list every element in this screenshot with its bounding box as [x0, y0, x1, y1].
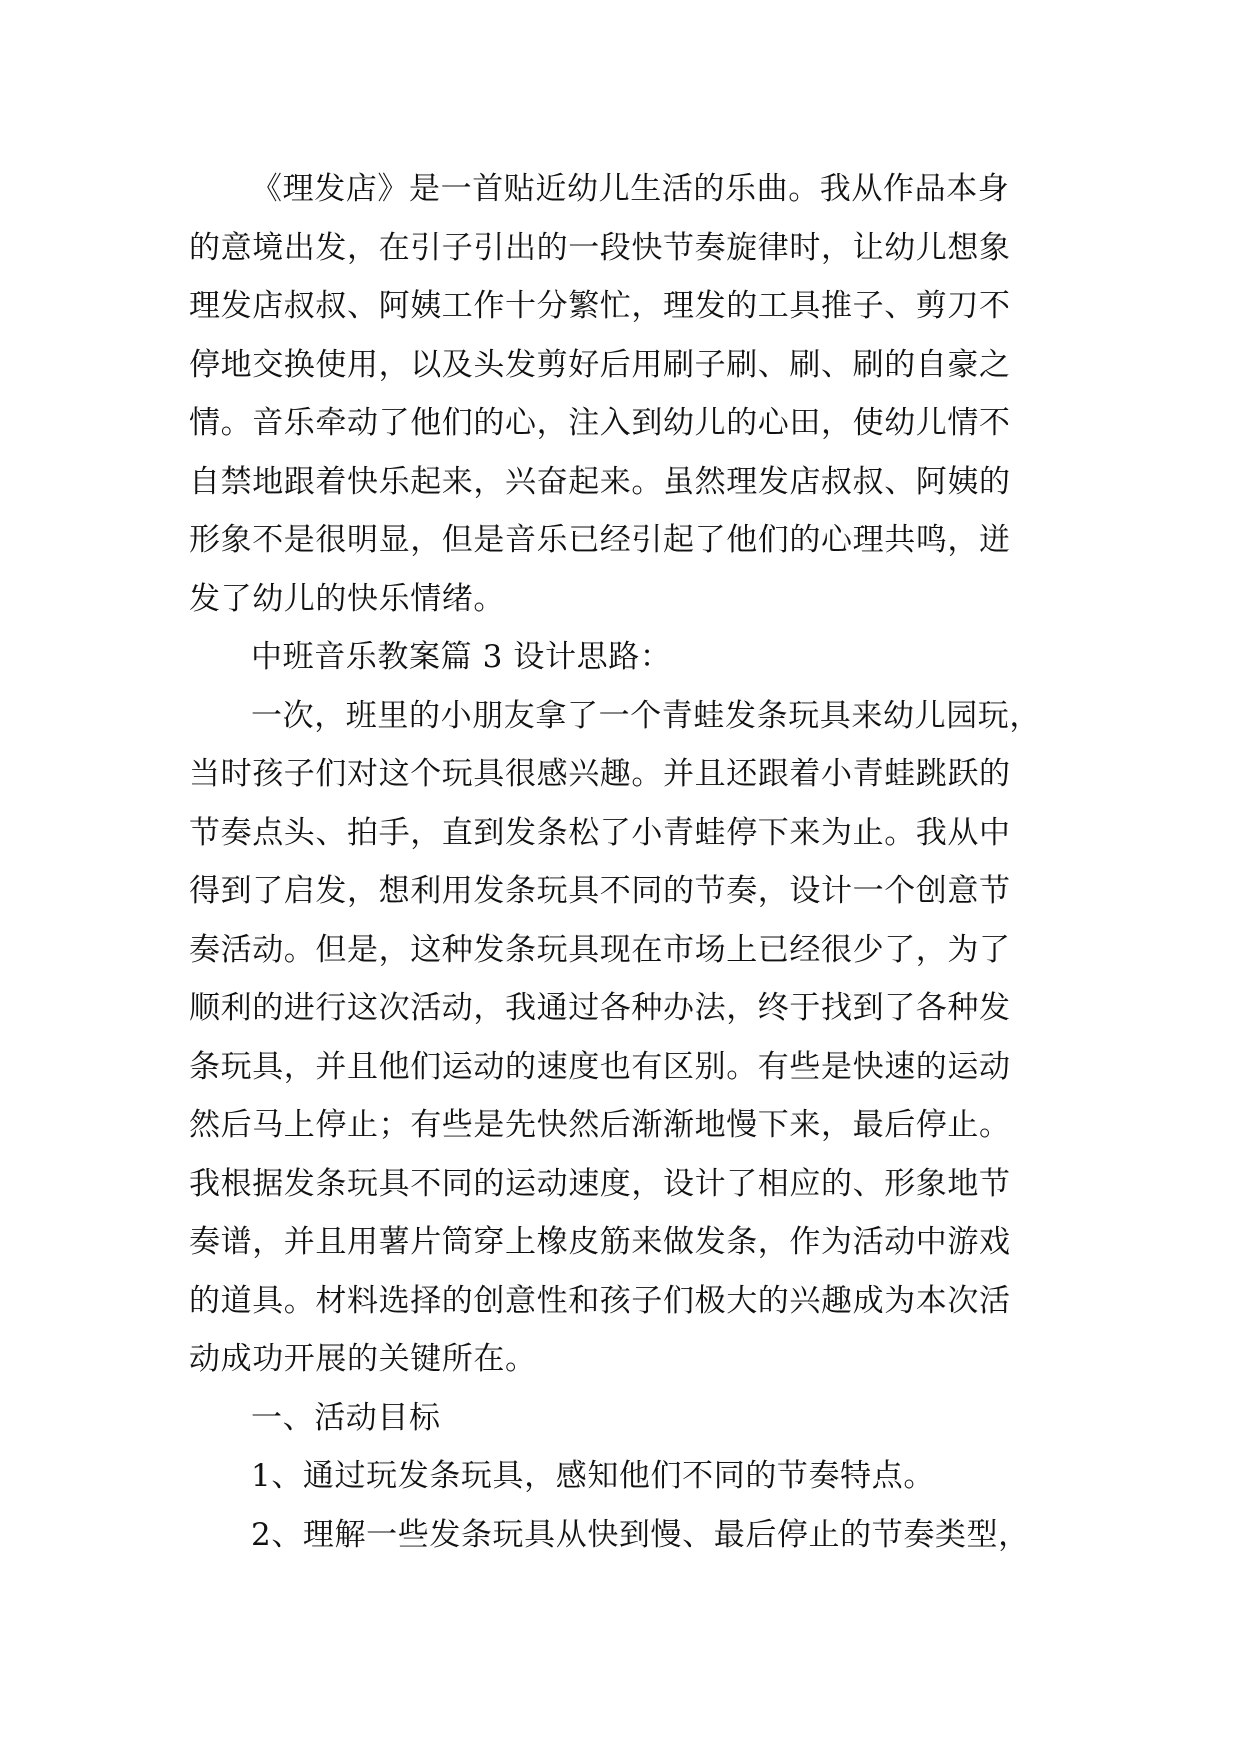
text-line: 动成功开展的关键所在。 — [189, 1341, 537, 1377]
paragraph-intro — [189, 160, 1051, 628]
text-line: 1、通过玩发条玩具，感知他们不同的节奏特点。 — [251, 1458, 935, 1494]
goal-item-1 — [189, 1447, 1051, 1506]
text-line: 顺利的进行这次活动，我通过各种办法，终于找到了各种发 — [189, 990, 1011, 1026]
text-line: 奏谱，并且用薯片筒穿上橡皮筋来做发条，作为活动中游戏 — [189, 1224, 1011, 1260]
text-line: 2、理解一些发条玩具从快到慢、最后停止的节奏类型， — [251, 1516, 1030, 1553]
text-line: 自禁地跟着快乐起来，兴奋起来。虽然理发店叔叔、阿姨的 — [189, 463, 1011, 500]
section-heading-design — [189, 628, 1051, 687]
text-line: 一、活动目标 — [251, 1399, 441, 1436]
text-line: 停地交换使用，以及头发剪好后用刷子刷、刷、刷的自豪之 — [189, 346, 1011, 383]
text-line: 奏活动。但是，这种发条玩具现在市场上已经很少了，为了 — [189, 931, 1011, 968]
goal-item-2 — [189, 1506, 1051, 1565]
text-line: 的意境出发，在引子引出的一段快节奏旋律时，让幼儿想象 — [189, 229, 1011, 266]
text-line: 发了幼儿的快乐情绪。 — [189, 580, 505, 617]
text-line: 条玩具，并且他们运动的速度也有区别。有些是快速的运动 — [189, 1048, 1011, 1085]
text-line: 形象不是很明显，但是音乐已经引起了他们的心理共鸣，迸 — [189, 522, 1011, 558]
text-line: 得到了启发，想利用发条玩具不同的节奏，设计一个创意节 — [189, 873, 1011, 909]
text-line: 节奏点头、拍手，直到发条松了小青蛙停下来为止。我从中 — [189, 814, 1011, 851]
section-heading-goals — [189, 1389, 1051, 1448]
text-line: 当时孩子们对这个玩具很感兴趣。并且还跟着小青蛙跳跃的 — [189, 756, 1011, 792]
text-line: 的道具。材料选择的创意性和孩子们极大的兴趣成为本次活 — [189, 1282, 1011, 1319]
text-line: 一次，班里的小朋友拿了一个青蛙发条玩具来幼儿园玩， — [251, 697, 1041, 734]
text-line: 然后马上停止；有些是先快然后渐渐地慢下来，最后停止。 — [189, 1107, 1011, 1143]
text-line: 中班音乐教案篇 3 设计思路： — [251, 639, 672, 675]
document-page — [189, 160, 1051, 1564]
text-line: 情。音乐牵动了他们的心，注入到幼儿的心田，使幼儿情不 — [189, 405, 1011, 441]
paragraph-design-ideas — [189, 687, 1051, 1389]
text-line: 《理发店》是一首贴近幼儿生活的乐曲。我从作品本身 — [251, 171, 1010, 207]
text-line: 理发店叔叔、阿姨工作十分繁忙，理发的工具推子、剪刀不 — [189, 288, 1011, 324]
text-line: 我根据发条玩具不同的运动速度，设计了相应的、形象地节 — [189, 1165, 1011, 1202]
